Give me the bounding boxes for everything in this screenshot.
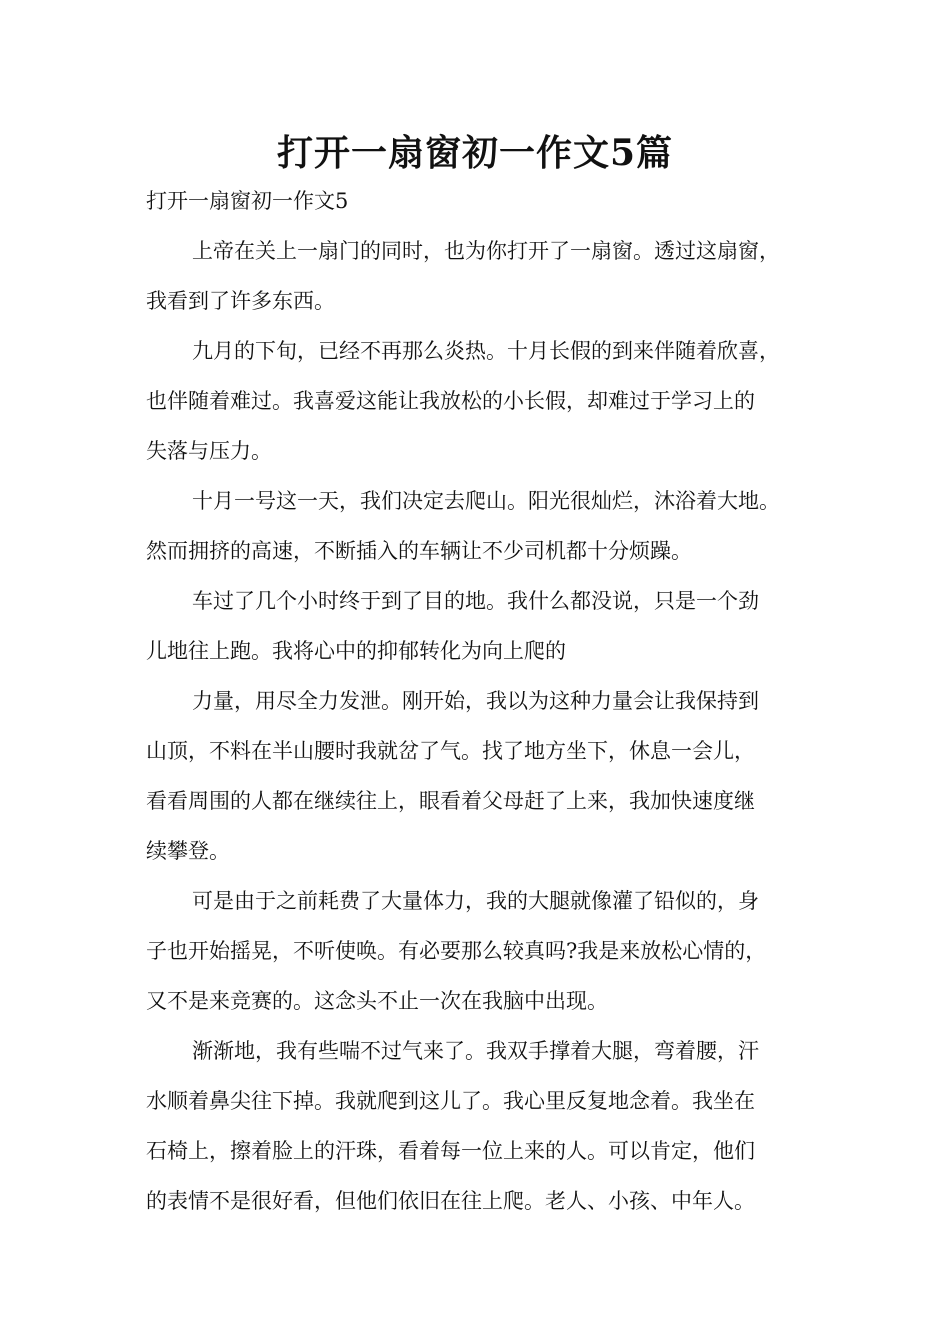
text-line: 十月一号这一天，我们决定去爬山。阳光很灿烂，沐浴着大地。 — [192, 489, 780, 513]
text-line: 儿地往上跑。我将心中的抑郁转化为向上爬的 — [146, 639, 566, 663]
text-line: 车过了几个小时终于到了目的地。我什么都没说，只是一个劲 — [192, 589, 759, 613]
text-line: 也伴随着难过。我喜爱这能让我放松的小长假，却难过于学习上的 — [146, 389, 755, 413]
text-line: 水顺着鼻尖往下掉。我就爬到这儿了。我心里反复地念着。我坐在 — [146, 1089, 755, 1113]
text-line: 石椅上，擦着脸上的汗珠，看着每一位上来的人。可以肯定，他们 — [146, 1139, 755, 1163]
text-line: 子也开始摇晃，不听使唤。有必要那么较真吗?我是来放松心情的， — [146, 939, 767, 963]
text-line: 续攀登。 — [146, 839, 230, 863]
text-line: 渐渐地，我有些喘不过气来了。我双手撑着大腿，弯着腰，汗 — [192, 1039, 759, 1063]
text-line: 九月的下旬，已经不再那么炎热。十月长假的到来伴随着欣喜， — [192, 339, 780, 363]
text-line: 然而拥挤的高速，不断插入的车辆让不少司机都十分烦躁。 — [146, 539, 692, 563]
text-line: 的表情不是很好看，但他们依旧在往上爬。老人、小孩、中年人。 — [146, 1189, 755, 1213]
text-line: 失落与压力。 — [146, 439, 272, 463]
document-subtitle: 打开一扇窗初一作文5 — [146, 189, 349, 213]
text-line: 可是由于之前耗费了大量体力，我的大腿就像灌了铅似的，身 — [192, 889, 759, 913]
text-line: 上帝在关上一扇门的同时，也为你打开了一扇窗。透过这扇窗， — [192, 239, 780, 263]
document-title: 打开一扇窗初一作文5篇 — [276, 132, 674, 174]
text-line: 看看周围的人都在继续往上，眼看着父母赶了上来，我加快速度继 — [146, 789, 755, 813]
text-line: 我看到了许多东西。 — [146, 289, 335, 313]
text-line: 又不是来竞赛的。这念头不止一次在我脑中出现。 — [146, 989, 608, 1013]
text-line: 力量，用尽全力发泄。刚开始，我以为这种力量会让我保持到 — [192, 689, 759, 713]
text-line: 山顶，不料在半山腰时我就岔了气。找了地方坐下，休息一会儿， — [146, 739, 755, 763]
